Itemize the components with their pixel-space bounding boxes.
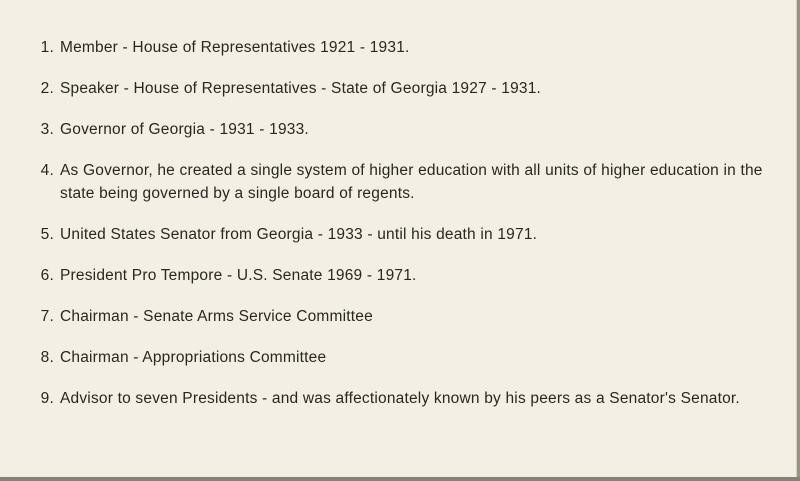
item-text: Member - House of Representatives 1921 - 1931.	[60, 39, 410, 56]
career-list	[30, 36, 770, 428]
item-text: President Pro Tempore - U.S. Senate 1969 - 1971.	[60, 267, 417, 284]
list-item	[30, 346, 770, 369]
item-text: Chairman - Appropriations Committee	[60, 349, 327, 366]
item-text: Governor of Georgia - 1931 - 1933.	[60, 121, 309, 138]
item-text: United States Senator from Georgia - 1933 - until his death in 1971.	[60, 226, 538, 243]
item-number: 7.	[40, 308, 54, 325]
list-item	[30, 77, 770, 100]
item-number: 4.	[40, 162, 54, 179]
list-item	[30, 305, 770, 328]
list-item	[30, 118, 770, 141]
list-item	[30, 36, 770, 59]
item-number: 1.	[40, 39, 54, 56]
item-number: 8.	[40, 349, 54, 366]
item-number: 3.	[40, 121, 54, 138]
list-item	[30, 159, 770, 205]
item-number: 2.	[40, 80, 54, 97]
item-text: Speaker - House of Representatives - State of Georgia 1927 - 1931.	[60, 80, 542, 97]
item-text: As Governor, he created a single system of higher education with all units of higher education in the state being governed by a single board of regents.	[60, 162, 763, 202]
item-number: 6.	[40, 267, 54, 284]
list-item	[30, 387, 770, 410]
item-text: Advisor to seven Presidents - and was affectionately known by his peers as a Senator's Senator.	[60, 390, 740, 407]
list-item	[30, 264, 770, 287]
item-text: Chairman - Senate Arms Service Committee	[60, 308, 373, 325]
item-number: 5.	[40, 226, 54, 243]
item-number: 9.	[40, 390, 54, 407]
list-item	[30, 223, 770, 246]
card-edge-bottom	[0, 477, 800, 481]
